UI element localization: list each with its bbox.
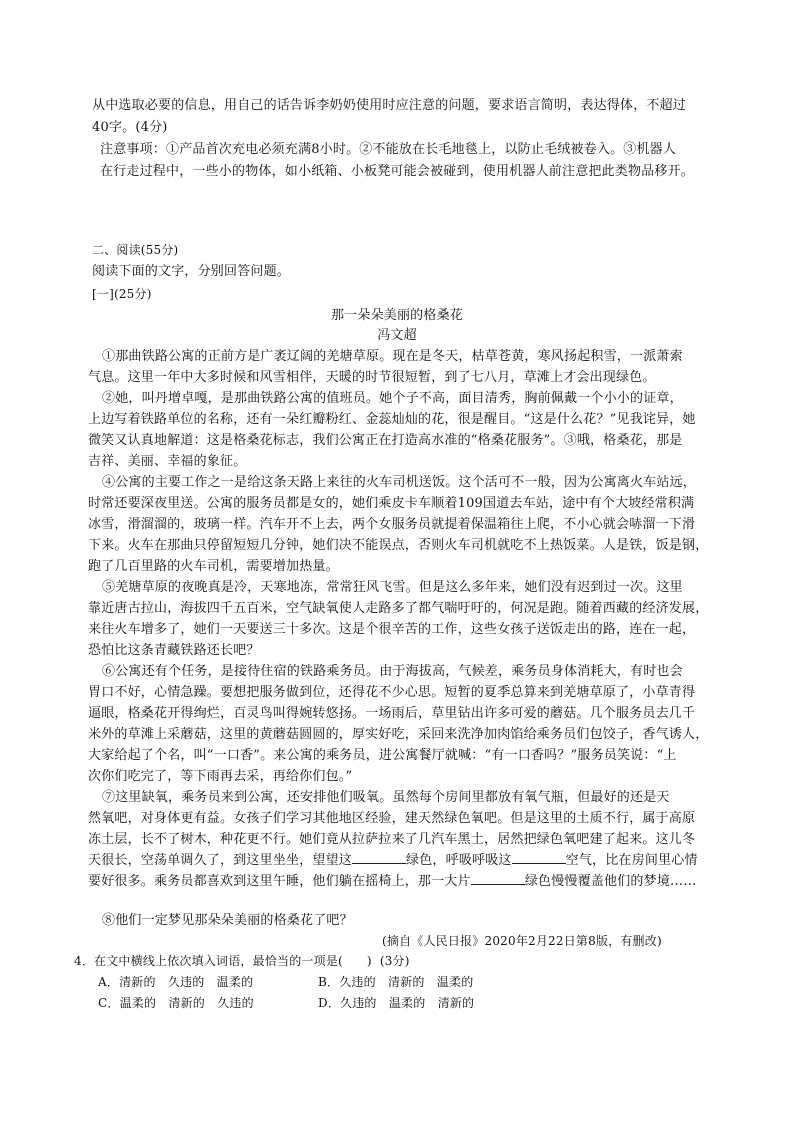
part-label: [一](25分) — [92, 287, 152, 301]
paragraph-line: ⑤羌塘草原的夜晚真是冷，天寒地冻，常常狂风飞雪。但是这么多年来，她们没有迟到过一次。这里 — [102, 580, 683, 595]
question-text: 4．在文中横线上依次填入词语，最恰当的一项是( — [74, 954, 343, 968]
paragraph-line: 吉祥、美丽、幸福的象征。 — [88, 454, 247, 469]
paragraph-line: ④公寓的主要工作之一是给这条天路上来往的火车司机送饭。这个活可不一般，因为公寓离火车站远， — [102, 475, 697, 490]
notice-line: 注意事项：①产品首次充电必须充满8小时。②不能放在长毛地毯上，以防止毛绒被卷入。③机器人 — [100, 142, 677, 157]
paragraph-line: 冻土层，长不了树木，种花更不行。她们竟从拉萨拉来了几汽车黑土，居然把绿色氧吧建了起来。这儿冬 — [88, 832, 696, 847]
fill-blank-1 — [352, 851, 406, 864]
article-source: (摘自《人民日报》2020年2月22日第8版，有删改) — [382, 934, 662, 948]
paragraph-line: 米外的草滩上采蘑菇，这里的黄蘑菇圆圆的，厚实好吃，采回来洗净加肉馅给乘务员们包饺子，香气诱人， — [88, 727, 709, 742]
paragraph-line: 微笑又认真地解道：这是格桑花标志，我们公寓正在打造高水准的“格桑花服务”。③哦，格桑花，那是 — [88, 433, 683, 448]
text-segment: 绿色慢慢覆盖他们的梦境…… — [524, 874, 697, 889]
text-segment: 绿色，呼吸呼吸这 — [406, 853, 512, 868]
paragraph-line: ②她，叫丹增卓嘎，是那曲铁路公寓的值班员。她个子不高，面目清秀，胸前佩戴一个小小的证章， — [102, 391, 683, 406]
question-text: ) — [366, 954, 372, 968]
paragraph-line: 气息。这里一年中大多时候和风雪相伴，天暖的时节很短暂，到了七八月，草滩上才会出现绿色。 — [88, 370, 656, 385]
option-text: 温柔的 清新的 久违的 — [119, 996, 254, 1010]
option-text: 久违的 清新的 温柔的 — [339, 975, 474, 989]
option-c — [98, 993, 254, 1013]
instruction-line: 从中选取必要的信息，用自己的话告诉李奶奶使用时应注意的问题，要求语言简明，表达得体，不超过 — [92, 98, 687, 113]
article-title: 那一朵朵美丽的格桑花 — [330, 308, 463, 323]
paragraph-line: 跑了几百里路的火车司机，需要增加热量。 — [88, 559, 339, 574]
paragraph-line: 时常还要深夜里送。公寓的服务员都是女的，她们乘皮卡车顺着109国道去车站，途中有个大坡经常积满 — [88, 496, 695, 511]
paragraph-line: 冰雪，滑溜溜的，玻璃一样。汽车开不上去，两个女服务员就提着保温箱往上爬，不小心就会哧溜一下滑 — [88, 517, 696, 532]
question-stem — [74, 951, 410, 971]
option-d — [318, 993, 474, 1013]
paragraph-line: 下来。火车在那曲只停留短短几分钟，她们决不能误点，否则火车司机就吃不上热饭菜。人是铁，饭是钢， — [88, 538, 709, 553]
paragraph-line: 逼眼，格桑花开得绚烂，百灵鸟叫得婉转悠扬。一场雨后，草里钻出许多可爱的蘑菇。几个服务员去几千 — [88, 706, 696, 721]
notice-line: 在行走过程中，一些小的物体，如小纸箱、小板凳可能会被碰到，使用机器人前注意把此类物品移开。 — [100, 164, 695, 179]
option-text: 清新的 久违的 温柔的 — [119, 975, 254, 989]
option-text: 久违的 温柔的 清新的 — [340, 996, 475, 1010]
paragraph-line: 大家给起了个名，叫“一口香”。来公寓的乘务员，进公寓餐厅就喊：“有一口香吗？”服务员笑说：“上 — [88, 748, 677, 763]
text-segment: 空气，比在房间里心情 — [565, 853, 698, 868]
option-letter: A． — [98, 975, 120, 989]
text-segment: 天很长，空荡单调久了，到这里坐坐，望望这 — [88, 853, 353, 868]
paragraph-line-with-blanks — [88, 872, 696, 892]
article-author: 冯文超 — [377, 328, 417, 343]
paragraph-line: 胃口不好，心情急躁。要想把服务做到位，还得花不少心思。短暂的夏季总算来到羌塘草原了，小草青得 — [88, 685, 696, 700]
fill-blank-2 — [512, 851, 566, 864]
paragraph-line: ⑦这里缺氧，乘务员来到公寓，还安排他们吸氧。虽然每个房间里都放有氧气瓶，但最好的还是天 — [102, 790, 670, 805]
paragraph-line: ⑧他们一定梦见那朵朵美丽的格桑花了吧？ — [102, 913, 353, 928]
paragraph-line-with-blanks — [88, 851, 698, 871]
paragraph-line: ①那曲铁路公寓的正前方是广袤辽阔的羌塘草原。现在是冬天，枯草苍黄，寒风扬起积雪，一派萧索 — [102, 349, 683, 364]
section-heading: 二、阅读(55分) — [92, 243, 179, 257]
paragraph-line: ⑥公寓还有个任务，是接待住宿的铁路乘务员。由于海拔高，气候差，乘务员身体消耗大，有时也会 — [102, 664, 683, 679]
option-b — [318, 972, 473, 992]
text-segment: 要好很多。乘务员都喜欢到这里午睡，他们躺在摇椅上，那一大片 — [88, 874, 471, 889]
paragraph-line: 然氧吧，对身体更有益。女孩子们学习其他地区经验，建天然绿色氧吧。但是这里的土质不行，属于高原 — [88, 811, 696, 826]
paragraph-line: 上边写着铁路单位的名称，还有一朵红瓣粉红、金蕊灿灿的花，很是醒目。“这是什么花？”见我诧异，她 — [88, 412, 696, 427]
option-a — [98, 972, 253, 992]
option-letter: D． — [318, 996, 341, 1010]
option-letter: C． — [98, 996, 120, 1010]
paragraph-line: 靠近唐古拉山，海拔四千五百米，空气缺氧使人走路多了都气喘吁吁的，何况是跑。随着西藏的经济发展， — [88, 601, 709, 616]
section-instruction: 阅读下面的文字，分别回答问题。 — [92, 264, 291, 279]
paragraph-line: 次你们吃完了，等下雨再去采，再给你们包。” — [88, 769, 353, 784]
paragraph-line: 恐怕比这条青藏铁路还长吧？ — [88, 643, 260, 658]
option-letter: B． — [318, 975, 340, 989]
question-points: (3分) — [379, 954, 410, 968]
instruction-line: 40字。(4分) — [92, 120, 168, 135]
paragraph-line: 来往火车增多了，她们一天要送三十多次。这是个很辛苦的工作，这些女孩子送饭走出的路，连在一起， — [88, 622, 696, 637]
fill-blank-3 — [471, 872, 525, 885]
